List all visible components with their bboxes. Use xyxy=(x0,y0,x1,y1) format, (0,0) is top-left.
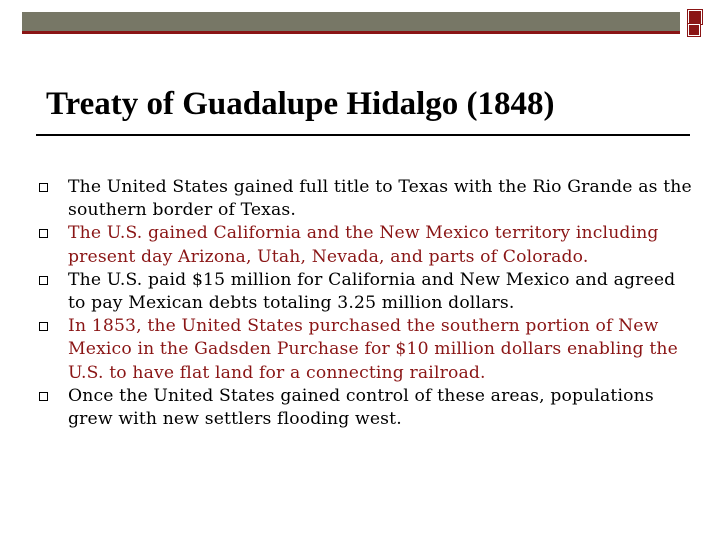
bullet-text: Once the United States gained control of these areas, populations grew with new settlers flooding west. xyxy=(68,385,654,430)
bullet-text: The U.S. gained California and the New Mexico territory including present day Arizona, Utah, Nevada, and parts of Colorado. xyxy=(68,223,659,267)
title-underline xyxy=(36,134,690,136)
bullet-text: The U.S. paid $15 million for California and New Mexico and agreed to pay Mexican debts totaling 3.25 million dollars. xyxy=(68,269,676,314)
bullet-item xyxy=(36,269,696,315)
hollow-square-bullet-icon xyxy=(39,183,48,192)
hollow-square-bullet-icon xyxy=(39,392,48,401)
bullet-text: In 1853, the United States purchased the southern portion of New Mexico in the Gadsden Purchase for $10 million dollars enabling the U.S. to have flat land for a connecting railroad. xyxy=(68,316,678,383)
bullet-list xyxy=(36,176,696,431)
corner-decoration xyxy=(688,24,700,36)
hollow-square-bullet-icon xyxy=(39,322,48,331)
bullet-item xyxy=(36,385,696,431)
corner-decoration xyxy=(688,10,702,24)
header-bar xyxy=(22,12,680,34)
hollow-square-bullet-icon xyxy=(39,276,48,285)
bullet-item xyxy=(36,222,696,268)
hollow-square-bullet-icon xyxy=(39,229,48,238)
slide-title: Treaty of Guadalupe Hidalgo (1848) xyxy=(46,86,555,122)
bullet-text: The United States gained full title to Texas with the Rio Grande as the southern border of Texas. xyxy=(68,177,692,221)
bullet-item xyxy=(36,315,696,385)
bullet-item xyxy=(36,176,696,222)
header-bar-edge xyxy=(22,31,680,34)
